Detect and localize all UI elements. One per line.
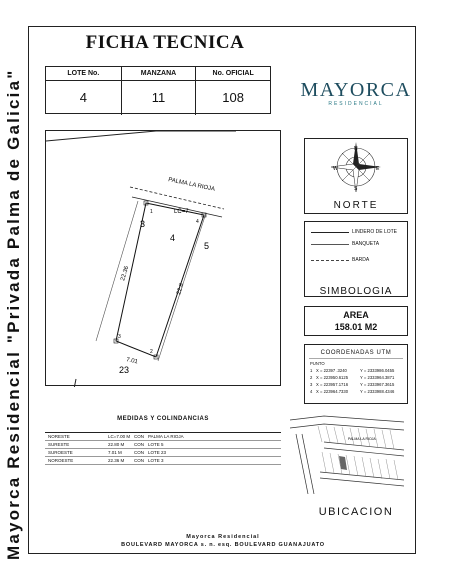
page-title: FICHA TECNICA <box>85 32 245 53</box>
north-label: NORTE <box>333 200 379 211</box>
measures-panel <box>45 408 281 470</box>
footer-address: BOULEVARD MAYORCA s. n. esq. BOULEVARD GUANAJUATO <box>121 542 325 548</box>
lot-line-symbol <box>311 232 349 233</box>
measure-con: CON <box>134 442 144 447</box>
measure-direction: NOROESTE <box>48 458 74 463</box>
official-number-header: No. OFICIAL <box>195 67 270 81</box>
measure-length: 22.80 M <box>108 442 125 447</box>
area-value: 158.01 M2 <box>334 322 378 332</box>
symbology-item <box>311 256 369 264</box>
coordinates-row <box>305 388 407 395</box>
symbology-label-sidewalk: BANQUETA <box>352 241 380 247</box>
plan-boundary-stub <box>74 379 76 387</box>
lot-header: LOTE No. <box>46 67 121 81</box>
block-value: 11 <box>121 81 196 115</box>
coord-y: Y = 2333986.0455 <box>360 368 395 373</box>
compass-icon <box>305 139 407 199</box>
vertex-label-3: 3 <box>118 334 121 340</box>
measures-title: MEDIDAS Y COLINDANCIAS <box>117 416 209 422</box>
neighbor-lot-bottom: 23 <box>119 365 130 375</box>
coordinates-title: COORDENADAS UTM <box>320 350 392 356</box>
vertex-label-1: 1 <box>150 209 153 215</box>
vertex-label-4: 4 <box>196 219 199 225</box>
mayorca-logo <box>300 80 412 107</box>
measure-adjoining: LOTE 5 <box>148 442 164 447</box>
coordinates-row <box>305 381 407 388</box>
measure-direction: NORESTE <box>48 434 70 439</box>
measure-direction: SURESTE <box>48 442 70 447</box>
coord-x: X = 22397 .3240 <box>316 368 347 373</box>
sidewalk-symbol <box>311 244 349 245</box>
left-side-dimension: 22.36 <box>120 265 131 282</box>
official-number-value: 108 <box>195 81 270 115</box>
coordinates-header-point: PUNTO <box>310 361 325 366</box>
coord-point: 3 <box>310 382 313 387</box>
vertex-label-2: 2 <box>150 349 153 355</box>
measures-row <box>45 457 281 465</box>
coord-x: X = 223950.6125 <box>316 375 349 380</box>
footer-company: Mayorca Residencial <box>186 534 260 540</box>
coord-point: 1 <box>310 368 313 373</box>
block-header: MANZANA <box>121 67 196 81</box>
measures-row <box>45 433 281 441</box>
measure-con: CON <box>134 450 144 455</box>
neighbor-lot-left: 3 <box>140 219 146 229</box>
measure-con: CON <box>134 434 144 439</box>
compass-e: E <box>376 166 380 172</box>
measure-length: 7.01 M <box>108 450 122 455</box>
coord-point: 2 <box>310 375 313 380</box>
lot-polygon <box>116 203 204 357</box>
measure-direction: SUROESTE <box>48 450 73 455</box>
measure-length: 22.36 M <box>108 458 125 463</box>
coordinates-header <box>305 360 407 367</box>
coordinates-row <box>305 374 407 381</box>
coordinates-divider <box>309 358 403 359</box>
right-side-dimension: 22.8 <box>176 282 186 296</box>
area-title: AREA <box>343 310 369 320</box>
coord-point: 4 <box>310 389 313 394</box>
measure-adjoining: LOTE 23 <box>148 450 167 455</box>
wall-symbol <box>311 260 349 261</box>
symbology-label: SIMBOLOGIA <box>319 286 393 297</box>
plan-top-boundary <box>46 131 156 141</box>
side-title: Mayorca Residencial "Privada Palma de Galicia" <box>4 68 23 560</box>
measures-row <box>45 441 281 449</box>
coord-x: X = 223964.7330 <box>316 389 349 394</box>
lot-plan <box>45 130 281 386</box>
coord-y: Y = 2333967.3615 <box>360 382 395 387</box>
neighbor-lot-right: 5 <box>204 241 210 251</box>
measure-con: CON <box>134 458 144 463</box>
symbology-item <box>311 240 379 248</box>
lot-plan-drawing <box>46 131 282 387</box>
coord-y: Y = 2333964.3871 <box>360 375 395 380</box>
measure-adjoining: PALMA LA RIOJA <box>148 434 184 439</box>
measure-length: LC=7.00 M <box>108 434 131 439</box>
measures-row <box>45 449 281 457</box>
location-map <box>284 412 408 494</box>
location-label: UBICACION <box>318 506 394 518</box>
lot-value: 4 <box>79 90 87 105</box>
logo-subtitle: RESIDENCIAL <box>328 101 384 107</box>
location-map-drawing <box>284 412 408 494</box>
map-street-label: PALMA LA RIOJA <box>348 437 376 441</box>
measure-adjoining: LOTE 3 <box>148 458 164 463</box>
back-dimension: 7.01 <box>125 357 139 366</box>
symbology-label-lot: LINDERO DE LOTE <box>352 229 398 235</box>
compass-s: S <box>354 186 358 192</box>
logo-wordmark: MAYORCA <box>300 79 412 101</box>
lot-table <box>45 66 271 114</box>
compass-w: W <box>333 166 338 172</box>
coord-y: Y = 2333988.4346 <box>360 389 395 394</box>
coordinates-panel <box>304 344 408 404</box>
coordinates-row <box>305 367 407 374</box>
compass-n: N <box>354 146 358 152</box>
lot-number-label: 4 <box>170 233 176 243</box>
area-panel <box>304 306 408 336</box>
symbology-label-wall: BARDA <box>352 257 370 263</box>
coord-x: X = 223957.1716 <box>316 382 349 387</box>
front-dimension: LC=7 <box>174 209 189 215</box>
street-name: PALMA LA RIOJA <box>167 177 216 193</box>
symbology-item <box>311 228 397 236</box>
